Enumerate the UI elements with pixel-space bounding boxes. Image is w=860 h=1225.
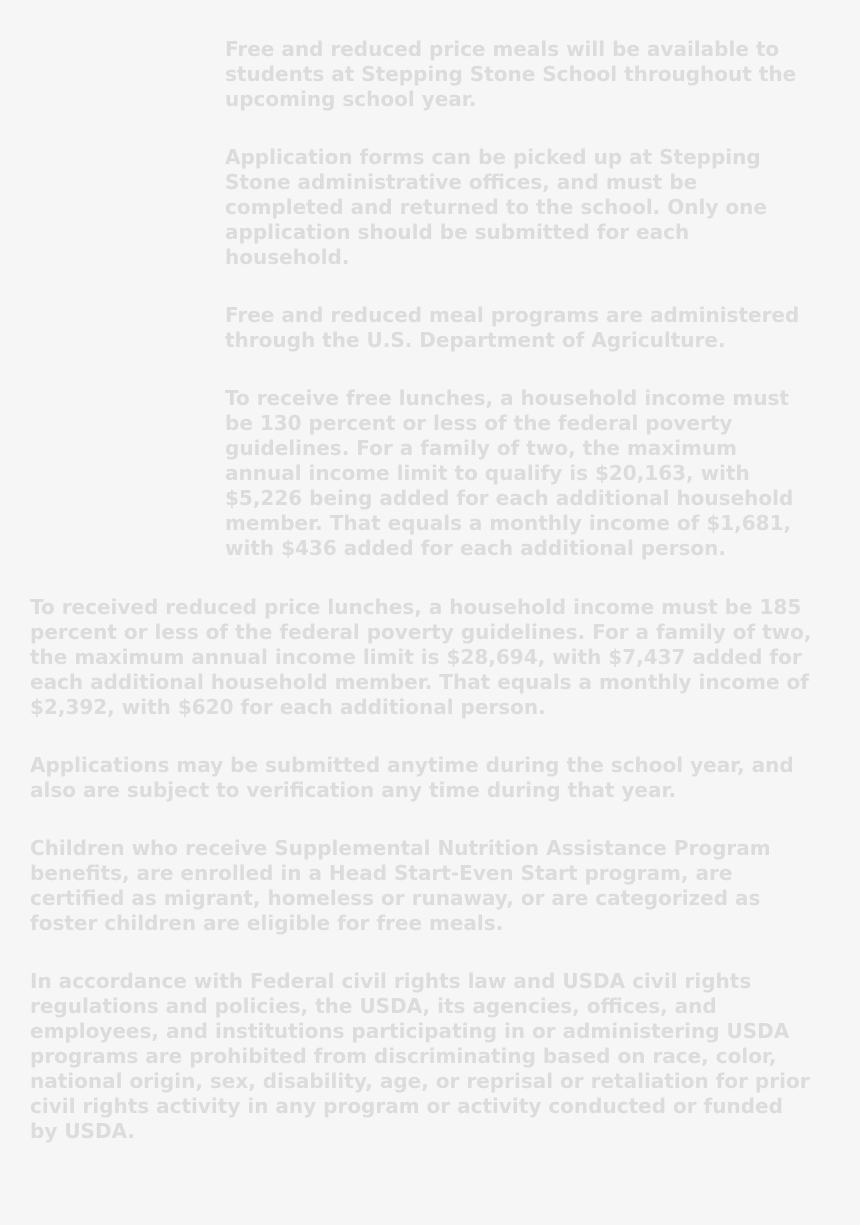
text-line: national origin, sex, disability, age, or reprisal or retaliation for prior (30, 1069, 810, 1093)
text-line: annual income limit to qualify is $20,163, with (225, 461, 750, 485)
text-line: Children who receive Supplemental Nutrition Assistance Program (30, 836, 771, 860)
text-line: $5,226 being added for each additional household (225, 486, 794, 510)
paragraph-categorical-eligibility (30, 836, 835, 936)
text-line: Free and reduced price meals will be available to (225, 37, 780, 61)
text-line: with $436 added for each additional person. (225, 536, 726, 560)
text-line: Applications may be submitted anytime during the school year, and (30, 753, 794, 777)
text-line: the maximum annual income limit is $28,694, with $7,437 added for (30, 645, 802, 669)
text-line: through the U.S. Department of Agriculture. (225, 328, 726, 352)
text-line: To receive free lunches, a household income must (225, 386, 789, 410)
text-line: To received reduced price lunches, a household income must be 185 (30, 595, 802, 619)
text-line: Free and reduced meal programs are administered (225, 303, 800, 327)
text-line: also are subject to verification any time during that year. (30, 778, 677, 802)
text-line: guidelines. For a family of two, the maximum (225, 436, 737, 460)
text-line: regulations and policies, the USDA, its agencies, offices, and (30, 994, 717, 1018)
text-line: Application forms can be picked up at Stepping (225, 145, 761, 169)
text-line: employees, and institutions participating in or administering USDA (30, 1019, 790, 1043)
paragraph-application-timing (30, 753, 835, 803)
text-line: programs are prohibited from discriminating based on race, color, (30, 1044, 777, 1068)
text-line: application should be submitted for each (225, 220, 690, 244)
text-line: member. That equals a monthly income of $1,681, (225, 511, 792, 535)
text-line: $2,392, with $620 for each additional person. (30, 695, 546, 719)
paragraph-nondiscrimination-statement (30, 969, 835, 1144)
text-line: by USDA. (30, 1119, 136, 1143)
paragraph-program-administration (225, 303, 825, 353)
text-line: foster children are eligible for free meals. (30, 911, 504, 935)
text-line: be 130 percent or less of the federal poverty (225, 411, 733, 435)
text-line: each additional household member. That equals a monthly income of (30, 670, 809, 694)
paragraph-meal-availability (225, 37, 825, 112)
text-line: upcoming school year. (225, 87, 477, 111)
text-line: completed and returned to the school. Only one (225, 195, 767, 219)
text-line: students at Stepping Stone School throughout the (225, 62, 797, 86)
text-line: percent or less of the federal poverty guidelines. For a family of two, (30, 620, 812, 644)
text-line: In accordance with Federal civil rights law and USDA civil rights (30, 969, 752, 993)
text-line: Stone administrative offices, and must be (225, 170, 698, 194)
text-line: benefits, are enrolled in a Head Start-Even Start program, are (30, 861, 733, 885)
paragraph-application-forms (225, 145, 825, 270)
text-line: civil rights activity in any program or activity conducted or funded (30, 1094, 783, 1118)
text-line: household. (225, 245, 350, 269)
text-line: certified as migrant, homeless or runaway, or are categorized as (30, 886, 761, 910)
paragraph-free-lunch-eligibility (225, 386, 825, 561)
paragraph-reduced-lunch-eligibility (30, 595, 835, 720)
